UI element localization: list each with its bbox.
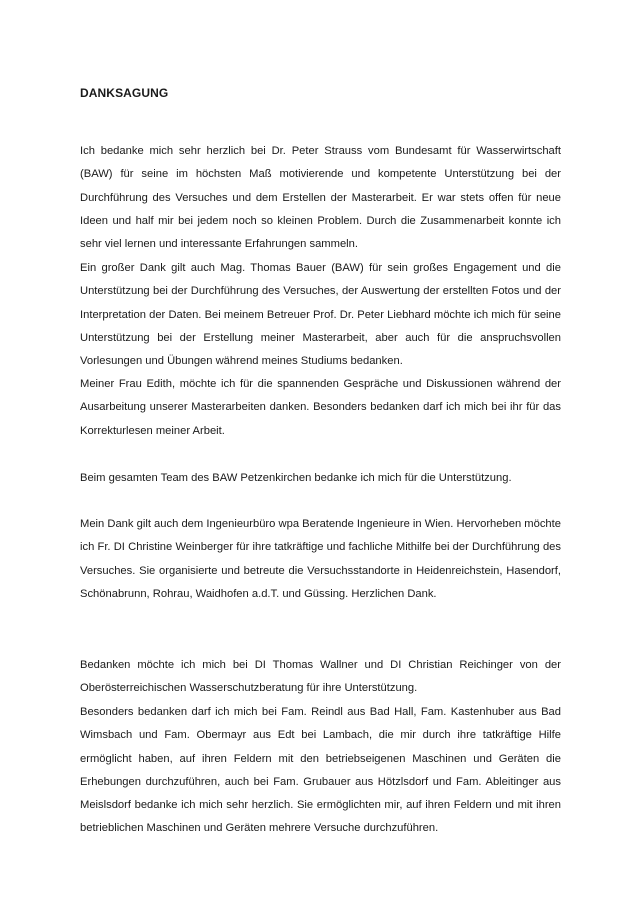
- paragraph-thanks-families: Besonders bedanken darf ich mich bei Fam. Reindl aus Bad Hall, Fam. Kastenhuber aus Bad Wimsbach und Fam. Obermayr aus Edt bei Lambach, die mir durch ihre tatkräftige Hilfe ermöglicht haben, auf ihren Feldern mit den betriebseigenen Maschinen und Geräten die Erhebungen durchzuführen, auch bei Fam. Grubauer aus Hötzlsdorf und Fam. Ableitinger aus Meislsdorf bedanke ich mich sehr herzlich. Sie ermöglichten mir, auf ihren Feldern und mit ihren betrieblichen Maschinen und Geräten mehrere Versuche durchzuführen.: [80, 706, 561, 835]
- paragraph-thanks-wpa: Mein Dank gilt auch dem Ingenieurbüro wpa Beratende Ingenieure in Wien. Hervorheben möchte ich Fr. DI Christine Weinberger für ihre tatkräftige und fachliche Mithilfe bei der Durchführung des Versuches. Sie organisierte und betreute die Versuchsstandorte in Heidenreichstein, Hasendorf, Schönabrunn, Rohrau, Waidhofen a.d.T. und Güssing. Herzlichen Dank.: [80, 518, 561, 600]
- page-title: DANKSAGUNG: [80, 86, 169, 100]
- paragraph-thanks-baw-team: Beim gesamten Team des BAW Petzenkirchen bedanke ich mich für die Unterstützung.: [80, 472, 512, 484]
- paragraph-thanks-bauer-liebhard: Ein großer Dank gilt auch Mag. Thomas Bauer (BAW) für sein großes Engagement und die Unterstützung bei der Durchführung des Versuches, der Auswertung der erstellten Fotos und der Interpretation der Daten. Bei meinem Betreuer Prof. Dr. Peter Liebhard möchte ich mich für seine Unterstützung bei der Erstellung meiner Masterarbeit, aber auch für die anspruchsvollen Vorlesungen und Übungen während meines Studiums bedanken.: [80, 262, 561, 368]
- paragraph-thanks-wasserschutzberatung: Bedanken möchte ich mich bei DI Thomas Wallner und DI Christian Reichinger von der Oberösterreichischen Wasserschutzberatung für ihre Unterstützung.: [80, 659, 561, 695]
- document-page: [80, 0, 561, 903]
- paragraph-thanks-strauss: Ich bedanke mich sehr herzlich bei Dr. Peter Strauss vom Bundesamt für Wasserwirtschaft (BAW) für seine im höchsten Maß motivierende und kompetente Unterstützung bei der Durchführung des Versuches und dem Erstellen der Masterarbeit. Er war stets offen für neue Ideen und half mir bei jedem noch so kleinen Problem. Durch die Zusammenarbeit konnte ich sehr viel lernen und interessante Erfahrungen sammeln.: [80, 145, 561, 251]
- paragraph-thanks-edith: Meiner Frau Edith, möchte ich für die spannenden Gespräche und Diskussionen während der Ausarbeitung unserer Masterarbeiten danken. Besonders bedanken darf ich mich bei ihr für das Korrekturlesen meiner Arbeit.: [80, 378, 561, 437]
